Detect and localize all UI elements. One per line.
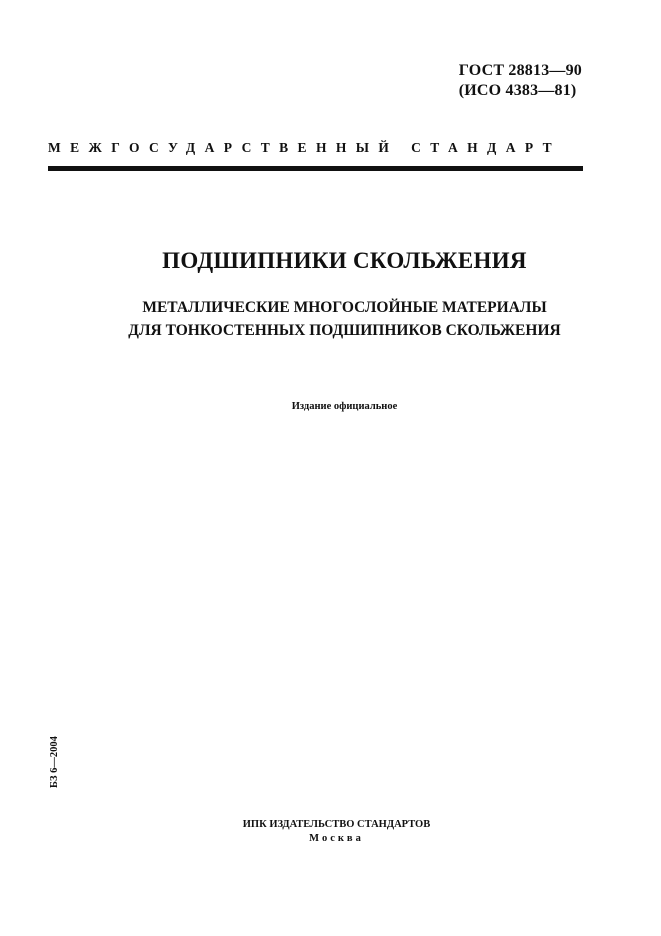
subtitle-line-2: ДЛЯ ТОНКОСТЕННЫХ ПОДШИПНИКОВ СКОЛЬЖЕНИЯ xyxy=(128,322,561,339)
interstate-standard-label: МЕЖГОСУДАРСТВЕННЫЙ СТАНДАРТ xyxy=(48,140,562,155)
document-title: ПОДШИПНИКИ СКОЛЬЖЕНИЯ xyxy=(162,248,527,273)
standard-designation xyxy=(459,61,582,101)
publisher-name: ИПК ИЗДАТЕЛЬСТВО СТАНДАРТОВ xyxy=(242,819,431,830)
standard-number: ГОСТ 28813—90 xyxy=(458,62,582,79)
official-edition-note: Издание официальное xyxy=(291,401,398,412)
document-subtitle xyxy=(0,296,661,342)
publisher-block xyxy=(0,818,661,846)
subtitle-line-1: МЕТАЛЛИЧЕСКИЕ МНОГОСЛОЙНЫЕ МАТЕРИАЛЫ xyxy=(142,299,547,316)
iso-equivalent: (ИСО 4383—81) xyxy=(458,82,577,99)
header-rule xyxy=(48,166,583,171)
publisher-city: Москва xyxy=(309,833,364,844)
catalog-code: БЗ 6—2004 xyxy=(49,736,60,788)
